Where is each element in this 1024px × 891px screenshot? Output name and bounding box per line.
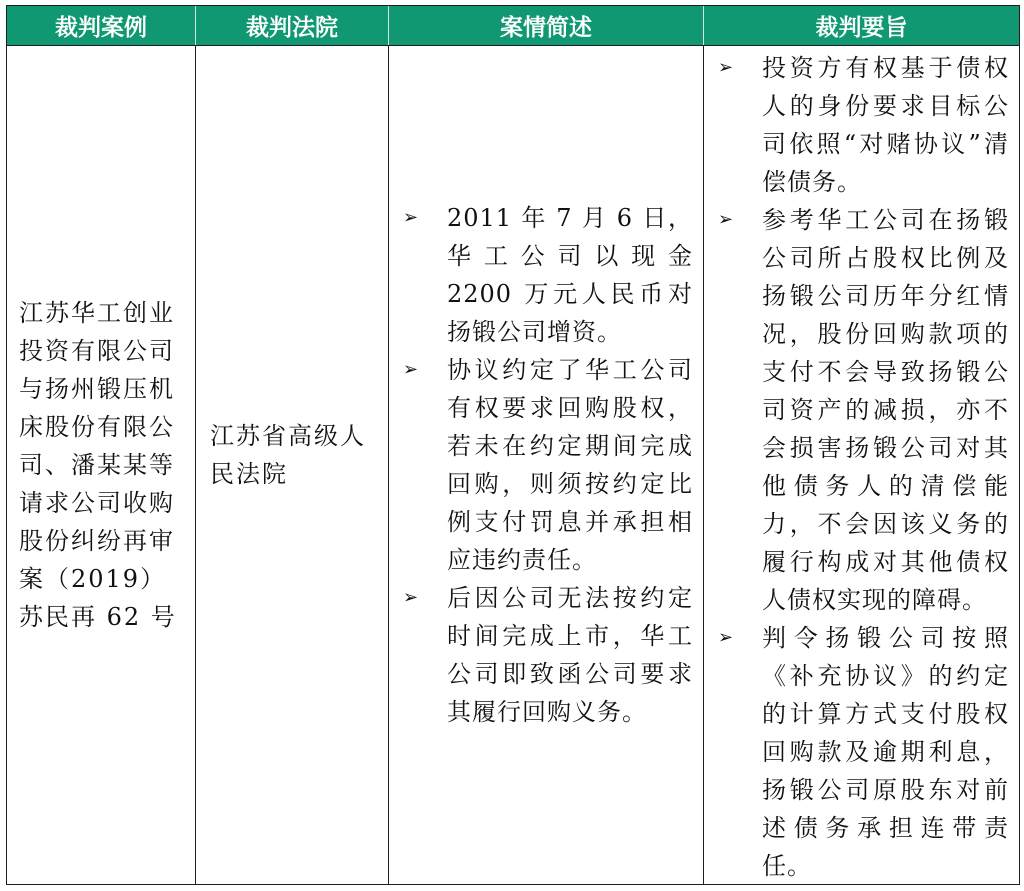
list-item [714,49,1009,201]
case-text: 江苏华工创业投资有限公司与扬州锻压机床股份有限公司、潘某某等请求公司收购股份纠纷再审案（2019）苏民再 62 号 [19,299,177,631]
fact-text: 后因公司无法按约定时间完成上市，华工公司即致函公司要求其履行回购义务。 [447,584,693,726]
facts-list [399,199,693,731]
fact-text: 2011 年 7 月 6 日，华工公司以现金 2200 万元人民币对扬锻公司增资。 [447,204,693,346]
court-text: 江苏省高级人民法院 [210,422,366,488]
list-item [399,579,693,731]
header-facts: 案情简述 [389,6,704,45]
case-cell [7,46,196,884]
judgment-table [6,5,1020,885]
header-case: 裁判案例 [7,6,196,45]
arrow-bullet-icon: ➢ [403,359,419,380]
holding-text: 参考华工公司在扬锻公司所占股权比例及扬锻公司历年分红情况，股份回购款项的支付不会导致扬锻公司资产的减损，亦不会损害扬锻公司对其他债务人的清偿能力，不会因该义务的履行构成对其他债权人债权实现的障碍。 [762,206,1009,614]
table-row [7,46,1019,884]
list-item [399,351,693,579]
arrow-bullet-icon: ➢ [718,57,734,78]
arrow-bullet-icon: ➢ [718,627,734,648]
arrow-bullet-icon: ➢ [403,587,419,608]
arrow-bullet-icon: ➢ [718,209,734,230]
list-item [714,619,1009,885]
header-court: 裁判法院 [196,6,389,45]
holding-text: 投资方有权基于债权人的身份要求目标公司依照“对赌协议”清偿债务。 [762,54,1009,196]
list-item [714,201,1009,619]
holding-text: 判令扬锻公司按照《补充协议》的约定的计算方式支付股权回购款及逾期利息，扬锻公司原股东对前述债务承担连带责任。 [762,624,1009,880]
list-item [399,199,693,351]
court-cell [196,46,389,884]
header-holdings: 裁判要旨 [815,15,908,41]
fact-text: 协议约定了华工公司有权要求回购股权，若未在约定期间完成回购，则须按约定比例支付罚息并承担相应违约责任。 [447,356,693,574]
facts-cell [389,46,704,884]
table-header [7,6,1019,46]
holdings-list [714,49,1009,885]
arrow-bullet-icon: ➢ [403,207,419,228]
holdings-cell [704,46,1019,884]
